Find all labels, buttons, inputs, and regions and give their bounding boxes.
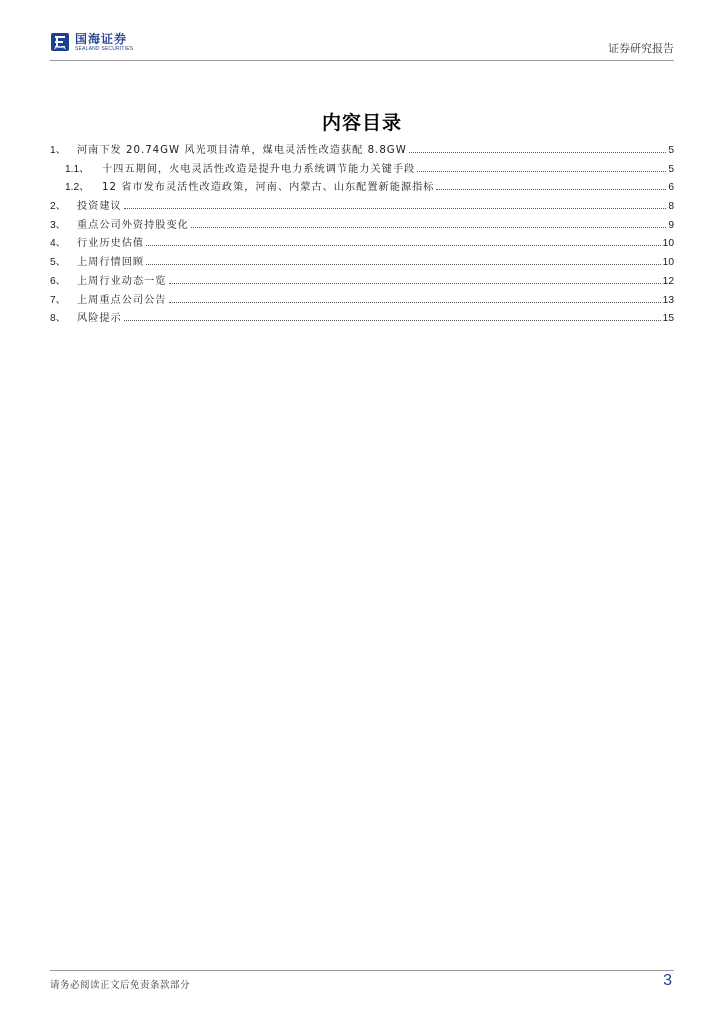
toc-entry-page[interactable]: 10 (662, 238, 674, 250)
toc-entry-page[interactable]: 5 (668, 163, 674, 175)
toc-entry[interactable] (50, 197, 674, 216)
logo-english-name: SEALAND SECURITIES (75, 45, 134, 52)
toc-entry-title[interactable]: 上周重点公司公告 (77, 294, 167, 306)
sealand-logo-icon (50, 32, 70, 52)
toc-entry-number: 3、 (50, 219, 66, 231)
toc-entry-number: 4、 (50, 238, 66, 250)
toc-entry-page[interactable]: 15 (662, 313, 674, 325)
toc-leader-dots (146, 244, 661, 246)
toc-entry[interactable] (50, 160, 674, 179)
toc-leader-dots (124, 207, 667, 209)
toc-entry-title[interactable]: 行业历史估值 (77, 238, 145, 250)
toc-leader-dots (169, 301, 661, 303)
toc-entry-page[interactable]: 13 (662, 294, 674, 306)
toc-leader-dots (409, 151, 667, 153)
toc-entry-page[interactable]: 12 (662, 275, 674, 287)
toc-leader-dots (191, 226, 666, 228)
toc-entry-title[interactable]: 风险提示 (77, 313, 122, 325)
logo-chinese-name: 国海证券 (75, 31, 128, 46)
toc-leader-dots (146, 263, 661, 265)
toc-entry-title[interactable]: 上周行业动态一览 (77, 275, 167, 287)
toc-leader-dots (169, 282, 661, 284)
toc-leader-dots (436, 188, 666, 190)
toc-entry-number: 1.1、 (65, 163, 90, 175)
toc-entry-title[interactable]: 上周行情回顾 (77, 257, 145, 269)
toc-entry-number: 7、 (50, 294, 66, 306)
toc-entry[interactable] (50, 272, 674, 291)
toc-entry-page[interactable]: 8 (668, 201, 674, 213)
report-type-label: 证券研究报告 (608, 42, 674, 55)
toc-entry-number: 6、 (50, 275, 66, 287)
disclaimer-text: 请务必阅读正文后免责条款部分 (50, 980, 191, 991)
toc-entry-title[interactable]: 12 省市发布灵活性改造政策，河南、内蒙古、山东配置新能源指标 (102, 182, 435, 194)
toc-entry[interactable] (50, 253, 674, 272)
toc-entry[interactable] (50, 216, 674, 235)
toc-entry-title[interactable]: 河南下发 20.74GW 风光项目清单，煤电灵活性改造获配 8.8GW (77, 145, 407, 156)
toc-entry-title[interactable]: 投资建议 (77, 201, 122, 213)
toc-entry[interactable] (50, 309, 674, 328)
table-of-contents (50, 141, 674, 328)
toc-entry-number: 1、 (50, 145, 66, 156)
toc-entry[interactable] (50, 234, 674, 253)
page-footer (50, 970, 674, 991)
toc-leader-dots (417, 170, 666, 172)
toc-entry-number: 5、 (50, 257, 66, 269)
toc-title: 内容目录 (321, 112, 402, 134)
toc-entry-page[interactable]: 5 (668, 145, 674, 156)
toc-entry-page[interactable]: 10 (662, 257, 674, 269)
toc-entry[interactable] (50, 291, 674, 310)
toc-entry-title[interactable]: 重点公司外资持股变化 (77, 219, 189, 231)
toc-entry[interactable] (50, 178, 674, 197)
company-logo (50, 32, 133, 52)
toc-entry-title[interactable]: 十四五期间，火电灵活性改造是提升电力系统调节能力关键手段 (102, 163, 416, 175)
page-number: 3 (663, 972, 672, 989)
toc-leader-dots (124, 319, 661, 321)
toc-entry-number: 1.2、 (65, 182, 90, 194)
toc-entry-page[interactable]: 6 (668, 182, 674, 194)
toc-entry-number: 8、 (50, 313, 66, 325)
toc-entry-page[interactable]: 9 (668, 219, 674, 231)
toc-entry[interactable] (50, 141, 674, 160)
toc-entry-number: 2、 (50, 201, 66, 213)
page-header (50, 30, 674, 61)
